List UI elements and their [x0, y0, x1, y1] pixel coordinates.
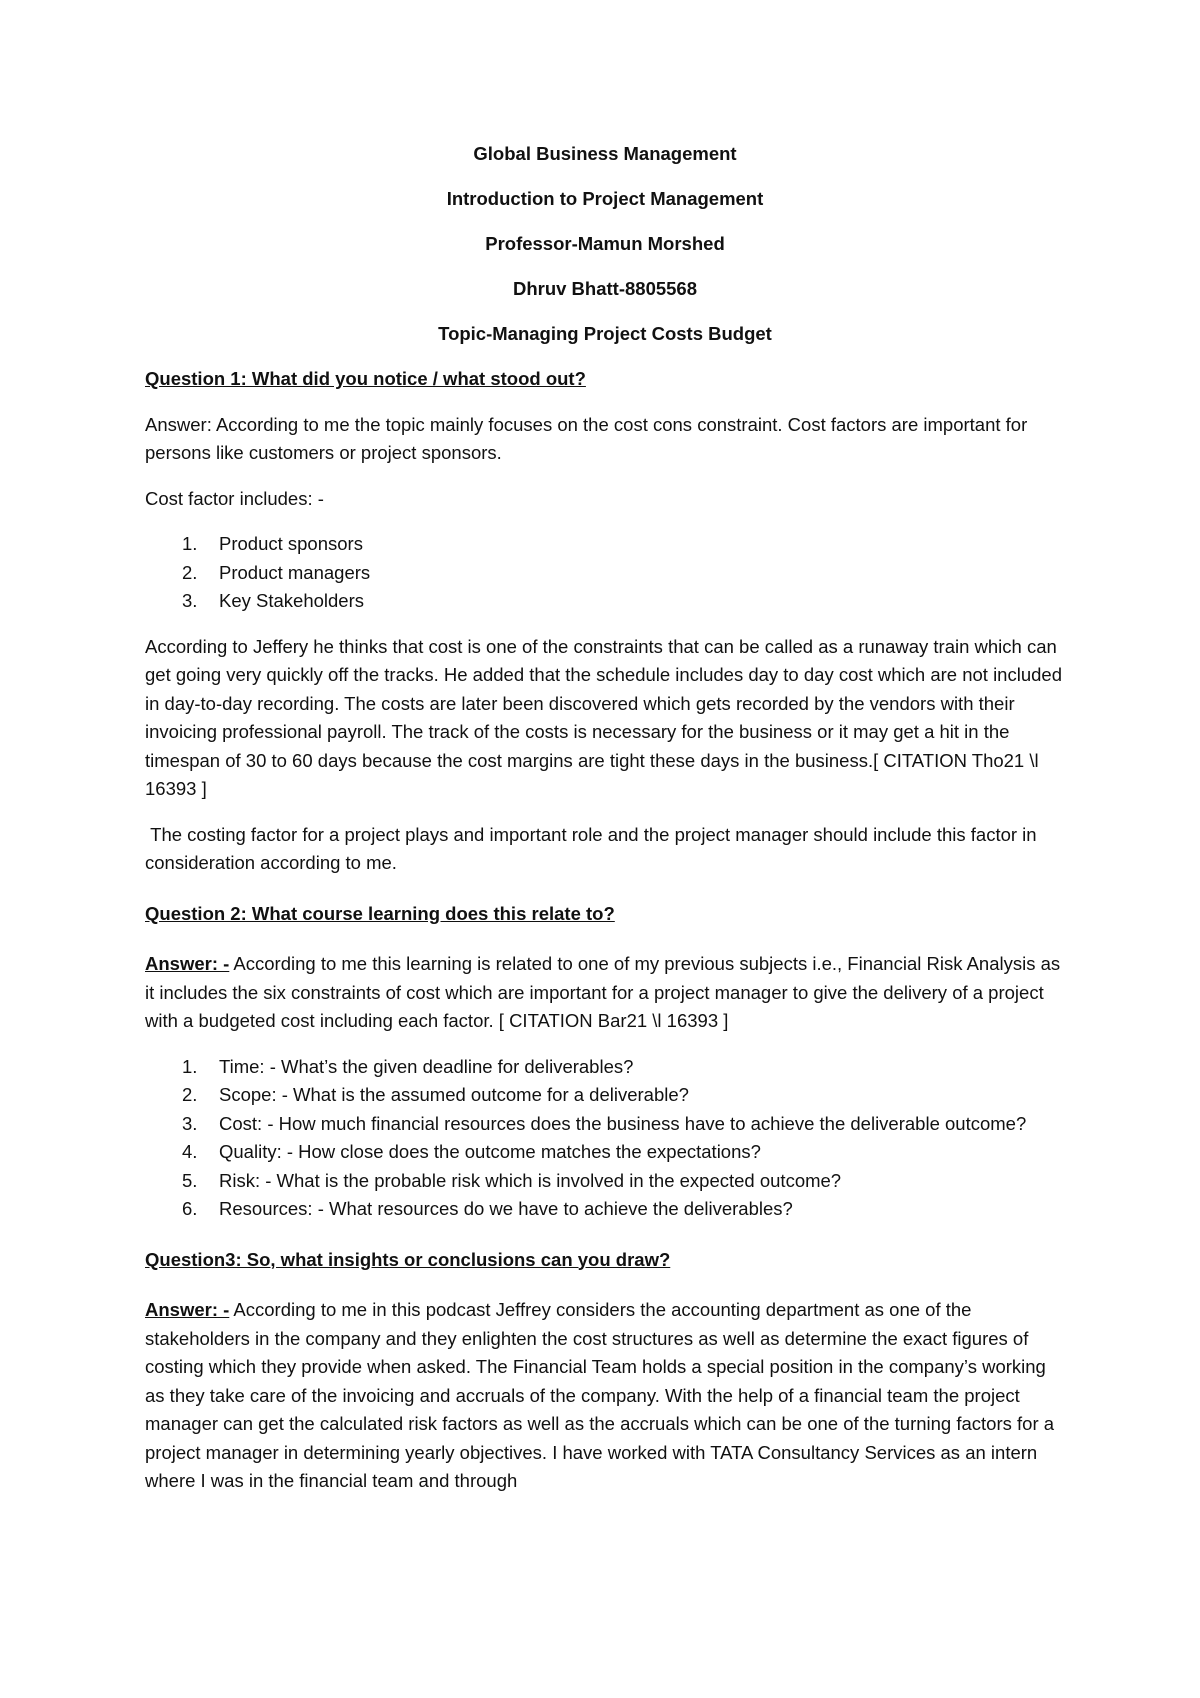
- question-2-section: [145, 900, 1065, 1224]
- subject-title: Introduction to Project Management: [446, 188, 764, 209]
- list-item: 5. Risk: - What is the probable risk which is involved in the expected outcome?: [182, 1169, 842, 1191]
- professor-name: Professor-Mamun Morshed: [485, 233, 725, 254]
- answer-label: Answer: -: [145, 953, 230, 974]
- paragraph: The costing factor for a project plays and important role and the project manager should include this factor in consideration according to me.: [145, 823, 1042, 873]
- answer-label: Answer: -: [145, 1299, 230, 1320]
- question-3-answer: Answer: - According to me in this podcast Jeffrey considers the accounting department as one of the stakeholders in the company and they enlighten the cost structures as well as determine the exact figures of costing which they provide when asked. The Financial Team holds a special position in the company’s working as they take care of the invoicing and accruals of the company. With the help of a financial team the project manager can get the calculated risk factors as well as the accruals which can be one of the turning factors for a project manager in determining yearly objectives. I have worked with TATA Consultancy Services as an intern where I was in the financial team and through: [145, 1299, 1060, 1491]
- student-name: Dhruv Bhatt-8805568: [512, 278, 698, 299]
- question-2-heading: Question 2: What course learning does this relate to?: [145, 902, 615, 924]
- constraints-list: [145, 1053, 1065, 1224]
- question-1-answer: Answer: According to me the topic mainly focuses on the cost cons constraint. Cost factors are important for persons like customers or project sponsors.: [145, 413, 1028, 463]
- question-3-heading: Question3: So, what insights or conclusions can you draw?: [145, 1248, 671, 1270]
- title-block: [145, 140, 1065, 348]
- document-body: [145, 140, 1065, 1513]
- list-item: 1. Time: - What’s the given deadline for deliverables?: [182, 1055, 634, 1077]
- question-2-answer: Answer: - According to me this learning is related to one of my previous subjects i.e., Financial Risk Analysis as it includes the six constraints of cost which are important for a project manager to give the delivery of a project with a budgeted cost including each factor. [ CITATION Bar21 \l 16393 ]: [145, 953, 1066, 1031]
- list-item: 2. Scope: - What is the assumed outcome for a deliverable?: [182, 1084, 689, 1105]
- list-item: 3. Cost: - How much financial resources does the business have to achieve the deliverable outcome?: [182, 1112, 1027, 1134]
- list-item: 6. Resources: - What resources do we have to achieve the deliverables?: [182, 1198, 793, 1219]
- course-title: Global Business Management: [473, 143, 737, 164]
- list-item: 1. Product sponsors: [182, 533, 363, 554]
- cost-factor-list: [145, 530, 1065, 616]
- paragraph: According to Jeffery he thinks that cost is one of the constraints that can be called as a runaway train which can get going very quickly off the tracks. He added that the schedule includes day to day cost which are not included in day-to-day recording. The costs are later been discovered which gets recorded by the vendors with their invoicing professional payroll. The track of the costs is necessary for the business or it may get a hit in the timespan of 30 to 60 days because the cost margins are tight these days in the business.[ CITATION Tho21 \l 16393 ]: [145, 635, 1062, 799]
- question-1-heading: Question 1: What did you notice / what stood out?: [145, 368, 586, 389]
- question-1-section: [145, 365, 1065, 878]
- list-item: 3. Key Stakeholders: [182, 590, 365, 611]
- question-3-section: [145, 1246, 1065, 1496]
- cost-factor-intro: Cost factor includes: -: [145, 487, 324, 509]
- list-item: 4. Quality: - How close does the outcome matches the expectations?: [182, 1141, 761, 1162]
- topic-title: Topic-Managing Project Costs Budget: [438, 323, 772, 344]
- list-item: 2. Product managers: [182, 561, 371, 583]
